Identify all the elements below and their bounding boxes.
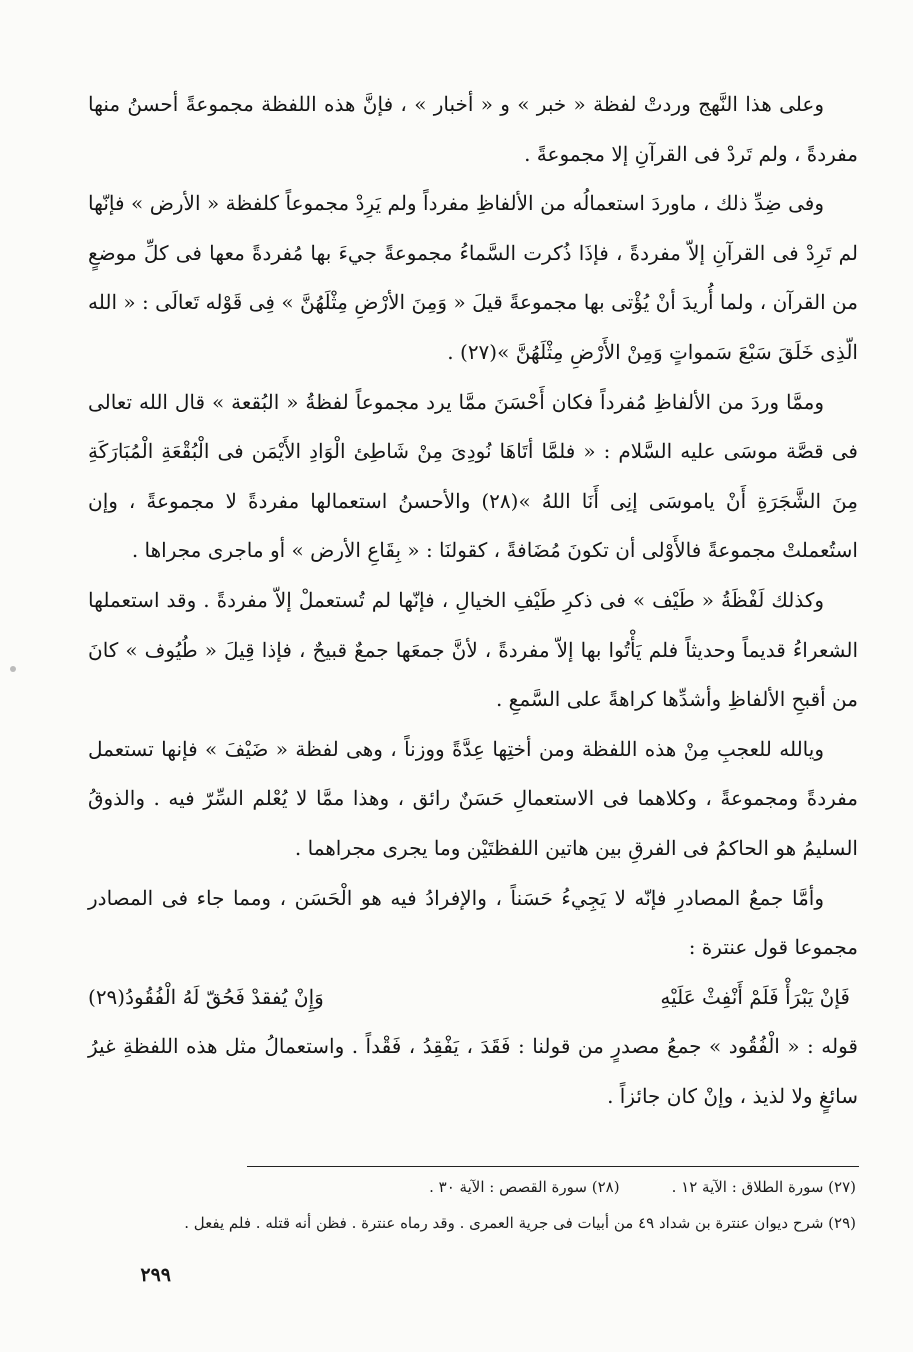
paragraph-5: ويالله للعجبِ مِنْ هذه اللفظة ومن أختِها عِدَّةً ووزناً ، وهى لفظة « ضَيْفَ » فإنها تستعمل مفردةً ومجموعةً ، وكلاهما فى الاستعمالِ حَسَنٌ رائق ، وهذا ممَّا لا يُعْلم السِّرّ فيه . والذوقُ السليمُ هو الحاكمُ فى الفرقِ بين هاتين اللفظتَيْن وما يجرى مجراهما . (88, 736, 858, 860)
footnote-row (96, 1172, 856, 1202)
main-text (88, 80, 858, 1121)
footnotes (96, 1172, 856, 1237)
footnote-separator (247, 1166, 859, 1167)
paragraph-2: وفى ضِدِّ ذلك ، ماوردَ استعمالُه من الألفاظِ مفرداً ولم يَرِدْ مجموعاً كلفظة « الأرض » فإنّها لم تَرِدْ فى القرآنِ إلاّ مفردةً ، فإذَا ذُكرت السَّماءُ مجموعةً جيءَ بها مُفردةً معها فى كلِّ موضعٍ من القرآن ، ولما أُريدَ أنْ يُؤْتى بها مجموعةً قيلَ « وَمِنَ الأرْضِ مِثْلَهُنَّ » فِى قَوْله تَعالَى : « الله الّذِى خَلَقَ سَبْعَ سَمواتٍ وَمِنْ الأَرْضِ مِثْلَهُنَّ »(٢٧) . (88, 191, 858, 364)
scan-speck (10, 666, 16, 672)
page-number: ٢٩٩ (140, 1264, 171, 1286)
paragraph-4: وكذلك لَفْظَةُ « طَيْف » فى ذكرِ طَيْفِ الخيالِ ، فإنّها لم تُستعملْ إلاّ مفردةً . وقد استعملها الشعراءُ قديماً وحديثاً فلم يَأْتُوا بها إلاّ مفردةً ، لأنَّ جمعَها جمعٌ قبيحٌ ، فإذا قِيلَ « طُيُوف » كانَ من أقبحِ الألفاظِ وأشدِّها كراهةً على السَّمعِ . (88, 587, 858, 712)
paragraph-after-verse: قوله : « الْفُقُود » جمعُ مصدرٍ من قولنا : فَقَدَ ، يَفْقِدُ ، فَقْداً . واستعمالُ مثل هذه اللفظةِ غيرُ سائغٍ ولا لذيذ ، وإنْ كان جائزاً . (88, 1034, 858, 1108)
paragraph-6: وأمَّا جمعُ المصادرِ فإنّه لا يَجِيءُ حَسَناً ، والإفرادُ فيه هو الْحَسَن ، ومما جاء فى المصادر مجموعا قول عنترة : (88, 885, 858, 960)
paragraph-1: وعلى هذا النَّهج وردتْ لفظة « خبر » و « أخبار » ، فإنَّ هذه اللفظة مجموعةً أحسنُ منها مفردةً ، ولم تَردْ فى القرآنِ إلا مجموعةً . (88, 92, 858, 166)
verse-second-hemistich: وَإِنْ يُفقدْ فَحُقّ لَهُ الْفُقُودُ(٢٩) (88, 984, 324, 1009)
paragraph-3: وممَّا وردَ من الألفاظِ مُفرداً فكان أَحْسَنَ ممَّا يرد مجموعاً لفظةُ « البُقعة » قال الله تعالى فى قصَّة موسَى عليه السَّلام : « فلمَّا أتَاهَا نُودِىَ مِنْ شَاطِئ الْوَادِ الأَيْمَن فى الْبُقْعَةِ الْمُبَارَكَةِ مِنَ الشَّجَرَةِ أَنْ ياموسَى إنِى أَنَا اللهُ »(٢٨) والأحسنُ استعمالها مفردةً لا مجموعةً ، وإن استُعملتْ مجموعةً فالأَوْلى أن تكونَ مُضَافةً ، كقولنَا : « بِقَاعِ الأرض » أو ماجرى مجراها . (88, 389, 858, 563)
footnote-28: (٢٨) سورة القصص : الآية ٣٠ . (429, 1178, 620, 1196)
poetry-verse (88, 973, 858, 1023)
footnote-29: (٢٩) شرح ديوان عنترة بن شداد ٤٩ من أبيات فى جرية العمرى . وقد رماه عنترة . فظن أنه قتله . فلم يفعل . (184, 1214, 856, 1232)
footnote-27: (٢٧) سورة الطلاق : الآية ١٢ . (671, 1178, 856, 1196)
verse-first-hemistich: فَإنْ يَبْرَأْ فَلَمْ أَنْفِثْ عَلَيْهِ (660, 984, 850, 1009)
